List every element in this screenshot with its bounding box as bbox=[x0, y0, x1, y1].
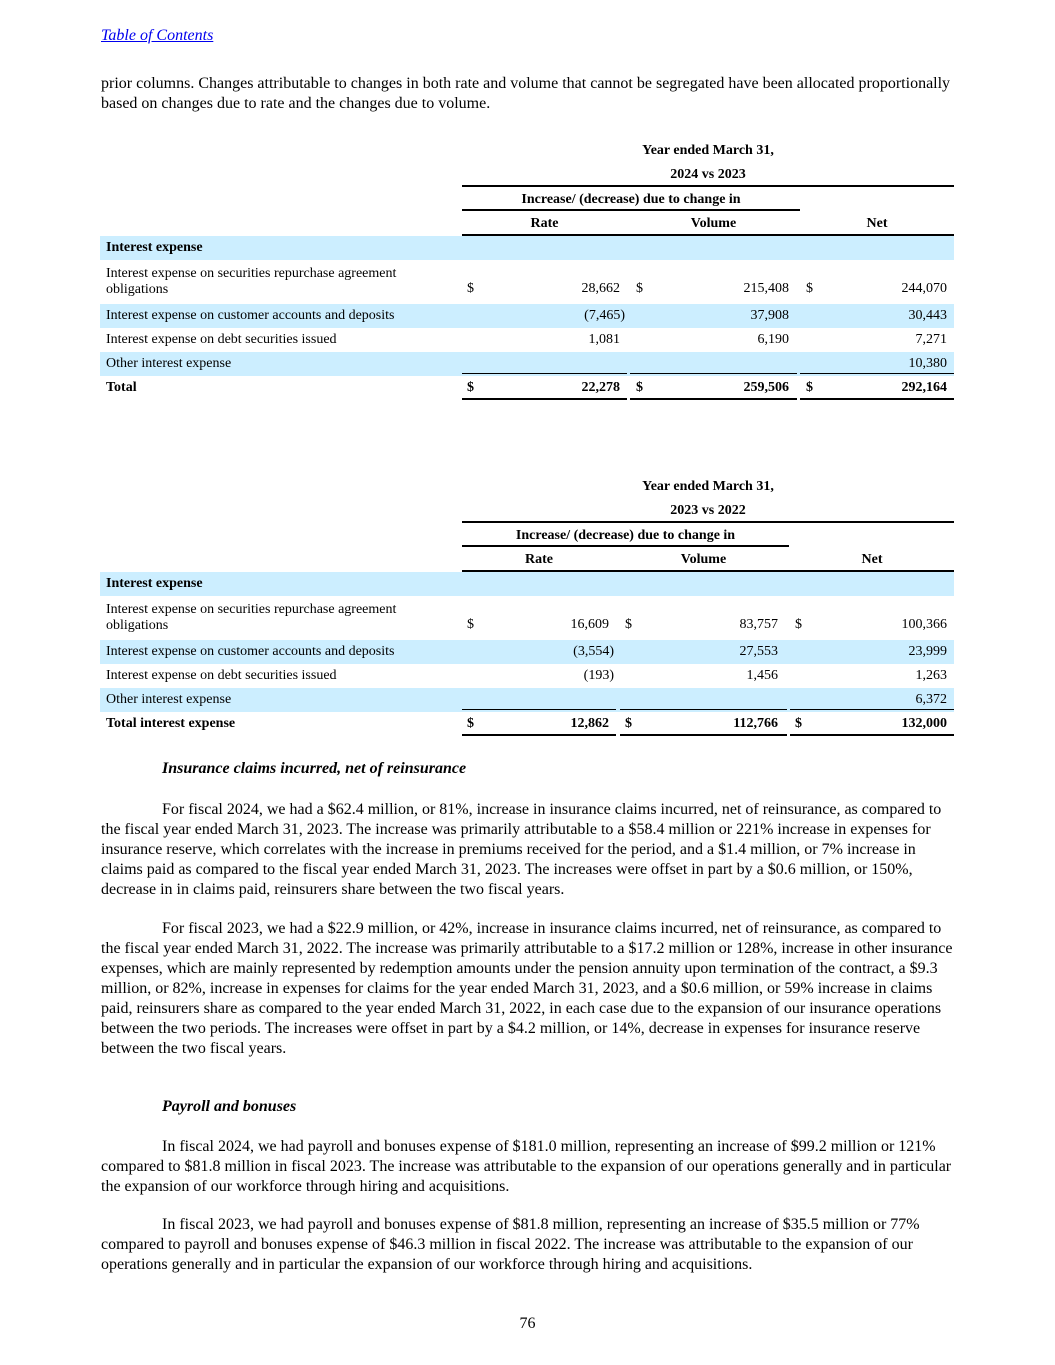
volume-total: 112,766 bbox=[733, 716, 778, 731]
rate-volume-table-2024-vs-2023 bbox=[100, 140, 954, 405]
currency-symbol: $ bbox=[467, 380, 474, 395]
column-header-volume: Volume bbox=[680, 552, 727, 567]
section-label: Interest expense bbox=[106, 240, 203, 255]
currency-symbol: $ bbox=[636, 281, 643, 296]
comparison-header: 2024 vs 2023 bbox=[670, 167, 746, 182]
total-label: Total interest expense bbox=[106, 716, 236, 731]
column-header-rate: Rate bbox=[530, 216, 559, 231]
net-value: 10,380 bbox=[908, 356, 947, 371]
currency-symbol: $ bbox=[636, 380, 643, 395]
currency-symbol: $ bbox=[625, 617, 632, 632]
paragraph: In fiscal 2023, we had payroll and bonuses expense of $81.8 million, representing an increase of $35.5 million or 77% compared to payroll and bonuses expense of $46.3 million in fiscal 2022. The increase was attributable to the expansion of our operations generally and in particular the expansion of our workforce through hiring and acquisitions. bbox=[101, 1216, 920, 1273]
group-header: Increase/ (decrease) due to change in bbox=[515, 528, 736, 543]
rate-value: 16,609 bbox=[570, 617, 609, 632]
section-row bbox=[100, 236, 954, 260]
net-value: 1,263 bbox=[915, 668, 947, 683]
net-value: 244,070 bbox=[901, 281, 947, 296]
section-label: Interest expense bbox=[106, 576, 203, 591]
row-label: Interest expense on debt securities issued bbox=[106, 668, 337, 683]
column-header-rate: Rate bbox=[525, 552, 553, 567]
row-label: Interest expense on customer accounts and deposits bbox=[106, 644, 395, 659]
row-label: Interest expense on securities repurchase agreement obligations bbox=[106, 266, 397, 297]
group-header: Increase/ (decrease) due to change in bbox=[521, 192, 741, 207]
currency-symbol: $ bbox=[795, 617, 802, 632]
net-value: 6,372 bbox=[915, 692, 947, 707]
total-row bbox=[100, 712, 954, 736]
volume-value: 83,757 bbox=[739, 617, 778, 632]
volume-total: 259,506 bbox=[743, 380, 789, 395]
section-heading-insurance-claims: Insurance claims incurred, net of reinsurance bbox=[162, 760, 467, 777]
rate-total: 22,278 bbox=[581, 380, 620, 395]
paragraph: For fiscal 2024, we had a $62.4 million, or 81%, increase in insurance claims incurred, net of reinsurance, as compared to the fiscal year ended March 31, 2023. The increase was primarily attributable to a $58.4 million or 221% increase in expenses for insurance reserve, which correlates with the increase in premiums received for the period, and a $1.4 million, or 7% increase in claims paid as compared to the fiscal year ended March 31, 2023. The increases were offset in part by a $0.6 million, or 150%, decrease in in claims paid, reinsurers share between the two fiscal years. bbox=[101, 801, 942, 898]
table-row bbox=[100, 596, 954, 640]
net-value: 23,999 bbox=[908, 644, 947, 659]
row-label: Other interest expense bbox=[106, 692, 232, 707]
currency-symbol: $ bbox=[467, 281, 474, 296]
table-row bbox=[100, 328, 954, 352]
comparison-header: 2023 vs 2022 bbox=[670, 503, 746, 518]
net-total: 292,164 bbox=[901, 380, 947, 395]
column-header-net: Net bbox=[866, 216, 888, 231]
volume-value: 37,908 bbox=[750, 308, 789, 323]
table-row bbox=[100, 304, 954, 328]
volume-value: 215,408 bbox=[743, 281, 789, 296]
volume-value: 27,553 bbox=[739, 644, 778, 659]
page-number: 76 bbox=[519, 1315, 536, 1332]
currency-symbol: $ bbox=[467, 617, 474, 632]
rate-value: (3,554) bbox=[573, 644, 614, 659]
column-header-volume: Volume bbox=[690, 216, 737, 231]
table-row bbox=[100, 260, 954, 304]
net-value: 7,271 bbox=[915, 332, 947, 347]
column-header-net: Net bbox=[861, 552, 883, 567]
table-row bbox=[100, 664, 954, 688]
intro-paragraph: prior columns. Changes attributable to changes in both rate and volume that cannot be segregated have been allocated proportionally based on changes due to rate and the changes due to volume. bbox=[101, 75, 951, 112]
rate-volume-table-2023-vs-2022 bbox=[100, 476, 954, 741]
paragraph: For fiscal 2023, we had a $22.9 million, or 42%, increase in insurance claims incurred, net of reinsurance, as compared to the fiscal year ended March 31, 2022. The increase was primarily attributable to a $17.2 million or 128%, increase in other insurance expenses, which are mainly represented by redemption amounts under the pension annuity upon termination of the contract, a $9.3 million, or 82%, increase in expenses for claims for the year ended March 31, 2023, and a $0.6 million, or 59% increase in claims paid, reinsurers share as compared to the year ended March 31, 2022, in each case due to the expansion of our insurance operations between the two periods. The increases were offset in part by a $4.2 million, or 14%, decrease in expenses for insurance reserve between the two fiscal years. bbox=[101, 920, 953, 1057]
net-value: 30,443 bbox=[908, 308, 947, 323]
currency-symbol: $ bbox=[625, 716, 632, 731]
net-value: 100,366 bbox=[901, 617, 947, 632]
table-row bbox=[100, 640, 954, 664]
section-row bbox=[100, 572, 954, 596]
rate-value: 28,662 bbox=[581, 281, 620, 296]
total-label: Total bbox=[106, 380, 137, 395]
volume-value: 1,456 bbox=[746, 668, 778, 683]
row-label: Interest expense on customer accounts and deposits bbox=[106, 308, 395, 323]
row-label: Other interest expense bbox=[106, 356, 232, 371]
period-header: Year ended March 31, bbox=[642, 479, 774, 494]
paragraph: In fiscal 2024, we had payroll and bonuses expense of $181.0 million, representing an increase of $99.2 million or 121% compared to $81.8 million in fiscal 2023. The increase was attributable to the expansion of our operations generally and in particular the expansion of our workforce through hiring and acquisitions. bbox=[101, 1138, 952, 1195]
rate-value: 1,081 bbox=[588, 332, 620, 347]
section-heading-payroll: Payroll and bonuses bbox=[162, 1098, 297, 1115]
currency-symbol: $ bbox=[795, 716, 802, 731]
table-of-contents-link[interactable]: Table of Contents bbox=[101, 27, 214, 44]
volume-value: 6,190 bbox=[757, 332, 789, 347]
period-header: Year ended March 31, bbox=[642, 143, 774, 158]
rate-value: (193) bbox=[583, 668, 614, 683]
currency-symbol: $ bbox=[806, 380, 813, 395]
row-label: Interest expense on debt securities issued bbox=[106, 332, 337, 347]
currency-symbol: $ bbox=[806, 281, 813, 296]
row-label: Interest expense on securities repurchase agreement obligations bbox=[106, 602, 397, 633]
currency-symbol: $ bbox=[467, 716, 474, 731]
net-total: 132,000 bbox=[901, 716, 947, 731]
rate-total: 12,862 bbox=[570, 716, 609, 731]
rate-value: (7,465) bbox=[584, 308, 625, 323]
total-row bbox=[100, 376, 954, 400]
